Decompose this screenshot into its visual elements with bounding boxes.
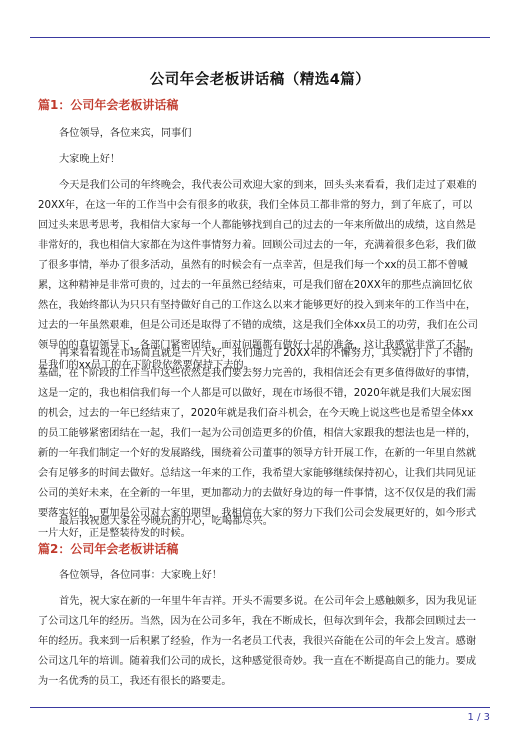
section-heading-2: 篇2：公司年会老板讲话稿: [38, 542, 179, 556]
page-number: 1 / 3: [467, 712, 490, 723]
greeting-line: 各位领导，各位同事：大家晚上好！: [59, 570, 222, 581]
greeting-line: 大家晚上好！: [59, 154, 121, 165]
document-title: 公司年会老板讲话稿（精选4篇）: [149, 72, 371, 88]
body-paragraph: 最后我祝愿大家在今晚玩的开心，吃喝都尽兴。: [59, 516, 273, 527]
body-paragraph: 首先，祝大家在新的一年里牛年吉祥。开头不需要多说。在公司年会上感触颇多，因为我见证了公司这几年的经历。当然，因为在公司多年，我在不断成长，但每次到年会，我都会回顾过去一年的经历。我来到一后积累了经验，作为一名老员工代表，我很兴奋能在公司的年会上发言。感谢公司这几年的培训。随着我们公司的成长，这种感觉很奇妙。我一直在不断提高自己的能力。要成为一名优秀的员工，我还有很长的路要走。: [38, 596, 477, 687]
section-heading-1: 篇1：公司年会老板讲话稿: [38, 98, 179, 112]
header-rule: [30, 37, 490, 38]
body-paragraph: 今天是我们公司的年终晚会，我代表公司欢迎大家的到来，回头头来看看，我们走过了艰难的20XX年，在这一年的工作当中会有很多的收获，我们全体员工都非常的努力，到了年底了，可以回过头来思考思考，我相信大家每一个人都能够找到自己的过去的一年来所做出的成绩，这自然是非常好的，我也相信大家都在为这件事情努力着。回顾公司过去的一年，充满着很多色彩，我们做了很多事情，举办了很多活动，虽然有的时候会有一点幸苦，但是我们每一个xx的员工都不曾喊累，这种精神是非常可贵的，过去的一年虽然已经结束，可是我们留在20XX年的那些点滴回忆依然在，我始终都认为只只有坚持做好自己的工作这么以来才能够更好的投入到来年的工作当中在，过去的一年虽然艰难，但是公司还是取得了不错的成绩，这是我们全体xx员工的功劳，我们在公司领导的的真切领导下，各部门紧密团结，面对问题都有做好十足的准备，这让我感觉非常了不起，是我们的xx员工的在下阶段依然要保持下去的。: [38, 180, 478, 371]
footer-rule: [30, 707, 490, 708]
body-paragraph: 再来看看现在市场简直就是一片大好，我们通过了20XX年的不懈努力，其实就打下了不错的基础，在下阶段的工作当中这些依然是我们要去努力完善的，我相信还会有更多值得做好的事情，这是一定的，我也相信我们每一个人都是可以做好，现在市场很不错，2020年就是我们大展宏图的机会，过去的一年已经结束了，2020年就是我们奋斗机会，在今天晚上说这些也是希望全体xx的员工能够紧密团结在一起，我们一起为公司创造更多的价值，相信大家跟我的想法也是一样的，新的一年我们制定一个好的发展路线，围绕着公司董事的领导方针开展工作，在新的一年里自然就会有足够多的时间去做好。总结这一年来的工作，我希望大家能够继续保持初心，让我们共同见证公司的美好未来，在全新的一年里，更加都动力的去做好身边的每一件事情，这不仅仅是的我们需要落实好的，更加是公司对大家的期望，我相信在大家的努力下我们公司会发展更好的，如今形式一片大好，正是整装待发的时候。: [38, 348, 477, 539]
greeting-line: 各位领导，各位来宾，同事们: [59, 128, 192, 139]
